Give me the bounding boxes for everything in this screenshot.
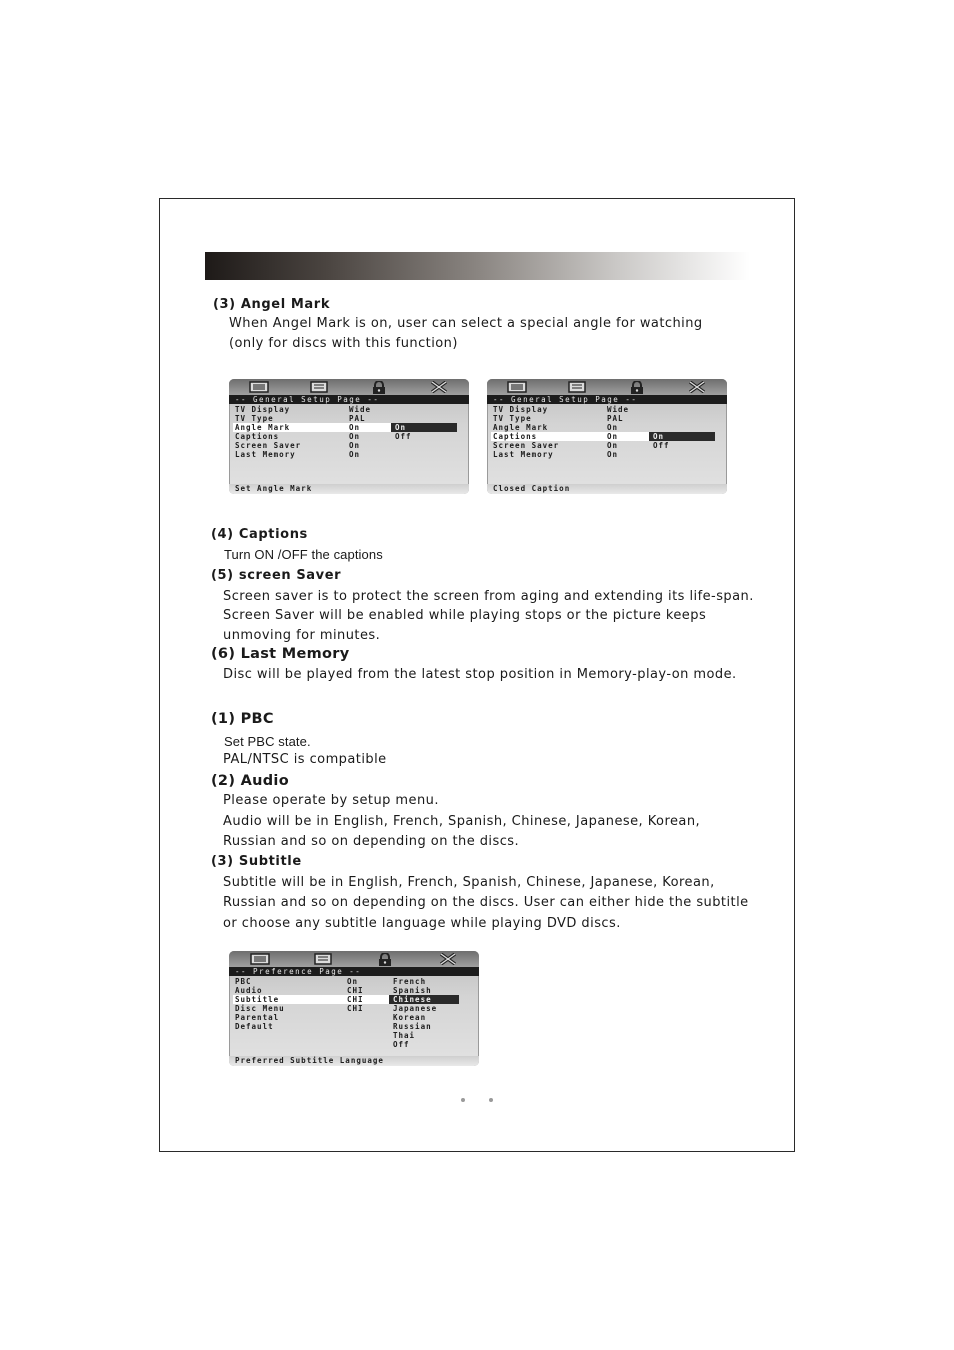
subtitle-line-3: or choose any subtitle language while playing DVD discs. — [223, 916, 621, 931]
angel-mark-line-2: (only for discs with this function) — [229, 336, 458, 351]
osd-row: Last Memory On — [493, 450, 619, 459]
section-number: (3) — [211, 854, 234, 869]
osd-option: Spanish — [393, 986, 432, 995]
lock-icon — [626, 381, 648, 394]
exit-x-icon — [437, 953, 459, 966]
osd-preference-page — [229, 951, 479, 1066]
osd-row: Disc Menu CHI — [235, 1004, 364, 1013]
document-icon — [308, 381, 330, 394]
last-memory-line-1: Disc will be played from the latest stop position in Memory-play-on mode. — [223, 667, 737, 682]
osd-option-selected: On — [649, 432, 715, 441]
audio-line-1: Please operate by setup menu. — [223, 793, 439, 808]
tv-display-icon — [248, 381, 270, 394]
section-heading-screen-saver — [211, 568, 341, 583]
osd-row: Captions On — [235, 432, 361, 441]
osd-general-setup-captions — [487, 379, 727, 494]
osd-row: TV Type PAL — [493, 414, 624, 423]
section-number: (6) — [211, 646, 236, 662]
section-title: PBC — [240, 711, 274, 727]
osd-row: TV Type PAL — [235, 414, 366, 423]
osd-title: -- Preference Page -- — [229, 967, 479, 976]
osd-row: PBC On — [235, 977, 359, 986]
angel-mark-line-1: When Angel Mark is on, user can select a special angle for watching — [229, 316, 703, 331]
osd-option: Off — [393, 1040, 410, 1049]
tv-display-icon — [506, 381, 528, 394]
osd-row-selected: Angle Mark On — [233, 423, 391, 432]
osd-icon-bar — [229, 379, 469, 395]
document-icon — [312, 953, 334, 966]
screen-saver-line-3: unmoving for minutes. — [223, 628, 381, 643]
osd-option-selected: Chinese — [389, 995, 459, 1004]
audio-line-2: Audio will be in English, French, Spanish, Chinese, Japanese, Korean, — [223, 814, 701, 829]
audio-line-3: Russian and so on depending on the discs. — [223, 834, 520, 849]
osd-row: Default — [235, 1022, 274, 1031]
section-number: (2) — [211, 773, 236, 789]
section-number: (5) — [211, 568, 234, 583]
section-heading-pbc — [211, 711, 274, 727]
captions-line-1: Turn ON /OFF the captions — [224, 547, 383, 562]
osd-row: Audio CHI — [235, 986, 364, 995]
section-title: Captions — [238, 527, 308, 542]
screen-saver-line-1: Screen saver is to protect the screen from aging and extending its life-span. — [223, 589, 754, 604]
osd-row: Screen Saver On — [235, 441, 361, 450]
osd-icon-bar — [229, 951, 479, 967]
osd-row-selected: Subtitle CHI — [233, 995, 389, 1004]
exit-x-icon — [686, 381, 708, 394]
osd-row: Parental — [235, 1013, 280, 1022]
osd-option: Russian — [393, 1022, 432, 1031]
osd-option: Thai — [393, 1031, 416, 1040]
lock-icon — [374, 953, 396, 966]
osd-status-text: Set Angle Mark — [229, 484, 469, 494]
lock-icon — [368, 381, 390, 394]
osd-title: -- General Setup Page -- — [229, 395, 469, 404]
osd-row: Angle Mark On — [493, 423, 619, 432]
tv-display-icon — [249, 953, 271, 966]
subtitle-line-1: Subtitle will be in English, French, Spanish, Chinese, Japanese, Korean, — [223, 875, 715, 890]
osd-status-text: Preferred Subtitle Language — [229, 1056, 479, 1066]
osd-status-text: Closed Caption — [487, 484, 727, 494]
document-icon — [566, 381, 588, 394]
osd-row: Last Memory On — [235, 450, 361, 459]
section-heading-subtitle — [211, 854, 302, 869]
page-dot — [461, 1098, 465, 1102]
section-title: Last Memory — [240, 646, 350, 662]
section-number: (1) — [211, 711, 236, 727]
osd-icon-bar — [487, 379, 727, 395]
section-title: Angel Mark — [240, 297, 331, 312]
osd-row: TV Display Wide — [493, 405, 630, 414]
header-gradient-bar — [205, 252, 750, 280]
page-dot — [489, 1098, 493, 1102]
section-heading-captions — [211, 527, 308, 542]
exit-x-icon — [428, 381, 450, 394]
osd-row-selected: Captions On — [491, 432, 649, 441]
osd-row: Screen Saver On — [493, 441, 619, 450]
osd-row: TV Display Wide — [235, 405, 372, 414]
section-title: Audio — [240, 773, 289, 789]
screen-saver-line-2: Screen Saver will be enabled while playing stops or the picture keeps — [223, 608, 707, 623]
section-title: Subtitle — [238, 854, 302, 869]
section-number: (4) — [211, 527, 234, 542]
osd-title: -- General Setup Page -- — [487, 395, 727, 404]
section-heading-angel-mark — [213, 297, 330, 312]
osd-option: French — [393, 977, 427, 986]
section-number: (3) — [213, 297, 236, 312]
section-heading-audio — [211, 773, 289, 789]
osd-option-selected: On — [391, 423, 457, 432]
osd-option: Off — [395, 432, 412, 441]
subtitle-line-2: Russian and so on depending on the discs. User can either hide the subtitle — [223, 895, 749, 910]
pbc-line-2: PAL/NTSC is compatible — [223, 752, 387, 767]
pbc-line-1: Set PBC state. — [224, 734, 311, 749]
osd-option: Japanese — [393, 1004, 438, 1013]
osd-general-setup-angle — [229, 379, 469, 494]
section-heading-last-memory — [211, 646, 349, 662]
osd-option: Off — [653, 441, 670, 450]
section-title: screen Saver — [238, 568, 342, 583]
osd-option: Korean — [393, 1013, 427, 1022]
